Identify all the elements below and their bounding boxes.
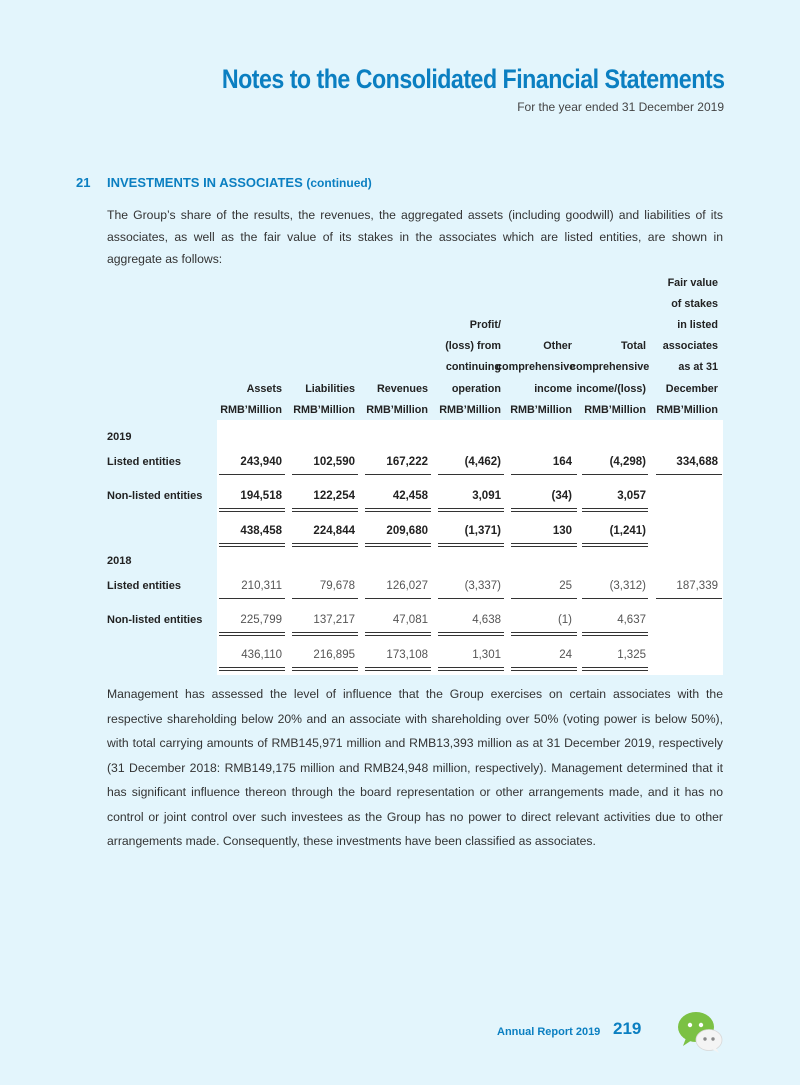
cell-underline <box>582 474 648 475</box>
cell-double-underline <box>511 632 577 636</box>
cell-underline <box>292 474 358 475</box>
table-cell: (1) <box>557 614 572 626</box>
column-header-line: in listed <box>677 318 718 331</box>
table-cell: 130 <box>552 525 572 537</box>
column-unit: RMB’Million <box>220 403 282 416</box>
column-header-line: comprehensive <box>496 361 576 374</box>
cell-double-underline <box>511 508 577 512</box>
section-title <box>107 175 372 190</box>
column-unit: RMB’Million <box>366 403 428 416</box>
section-title-text: INVESTMENTS IN ASSOCIATES <box>107 175 303 190</box>
page-number: 219 <box>613 1019 642 1038</box>
cell-double-underline <box>292 508 358 512</box>
year-label: 2018 <box>107 555 132 567</box>
table-cell: 79,678 <box>319 580 355 592</box>
row-label: Listed entities <box>107 456 181 468</box>
cell-underline <box>219 474 285 475</box>
cell-underline <box>365 598 431 599</box>
table-cell: 194,518 <box>240 490 282 502</box>
column-header <box>206 379 282 421</box>
table-cell: 216,895 <box>313 649 355 661</box>
cell-double-underline <box>365 632 431 636</box>
section-number: 21 <box>76 175 91 190</box>
cell-underline <box>438 598 504 599</box>
column-header-line: Total <box>621 340 646 353</box>
cell-double-underline <box>511 667 577 671</box>
cell-double-underline <box>438 508 504 512</box>
table-cell: (34) <box>551 490 572 502</box>
cell-double-underline <box>511 543 577 547</box>
column-header-line: (loss) from <box>445 340 501 353</box>
table-cell: 122,254 <box>313 490 355 502</box>
cell-underline <box>582 598 648 599</box>
column-header-line: Fair value <box>667 276 718 289</box>
column-header <box>279 379 355 421</box>
column-header-line: operation <box>451 382 501 395</box>
section-title-continued: (continued) <box>306 176 372 190</box>
cell-double-underline <box>438 543 504 547</box>
table-cell: 164 <box>552 456 572 468</box>
column-unit: RMB’Million <box>656 403 718 416</box>
column-unit: RMB’Million <box>584 403 646 416</box>
cell-underline <box>292 598 358 599</box>
cell-underline <box>511 598 577 599</box>
cell-underline <box>656 474 722 475</box>
table-cell: 438,458 <box>240 525 282 537</box>
cell-double-underline <box>438 632 504 636</box>
cell-double-underline <box>365 543 431 547</box>
table-cell: 25 <box>559 580 572 592</box>
table-cell: 224,844 <box>313 525 355 537</box>
table-cell: (1,241) <box>609 525 646 537</box>
table-cell: 24 <box>559 649 572 661</box>
page-subtitle: For the year ended 31 December 2019 <box>517 100 724 114</box>
table-cell: (3,312) <box>609 580 646 592</box>
cell-double-underline <box>292 632 358 636</box>
column-unit: RMB’Million <box>293 403 355 416</box>
table-cell: 102,590 <box>313 456 355 468</box>
cell-underline <box>365 474 431 475</box>
column-header-line: income <box>534 382 572 395</box>
cell-underline <box>438 474 504 475</box>
table-cell: 47,081 <box>392 614 428 626</box>
cell-double-underline <box>292 543 358 547</box>
table-cell: 137,217 <box>313 614 355 626</box>
column-header-line: Assets <box>246 382 282 395</box>
table-cell: (4,298) <box>609 456 646 468</box>
column-header-line: Liabilities <box>305 382 355 395</box>
footer-label: Annual Report 2019 <box>497 1026 601 1038</box>
year-label: 2019 <box>107 431 132 443</box>
intro-paragraph: The Group’s share of the results, the revenues, the aggregated assets (including goodwill) and liabilities of its associates, as well as the fair value of its stakes in the associates which are listed entities, are shown in aggregate as follows: <box>107 208 723 266</box>
table-cell: 4,638 <box>472 614 501 626</box>
table-cell: 1,325 <box>617 649 646 661</box>
cell-underline <box>511 474 577 475</box>
column-header <box>425 315 501 421</box>
body-paragraph: Management has assessed the level of influence that the Group exercises on certain associates with the respective shareholding below 20% and an associate with shareholding over 50% (voting power is below 50%), with total carrying amounts of RMB145,971 million and RMB13,393 million as at 31 December 2019, respectively (31 December 2018: RMB149,175 million and RMB24,948 million, respectively). Management determined that it has significant influence thereon through the board representation or other arrangements made, and it has no control or joint control over such investees as the Group has no power to direct relevant activities due to other arrangements made. Consequently, these investments have been classified as associates. <box>107 687 723 848</box>
table-cell: 167,222 <box>386 456 428 468</box>
wechat-logo-icon <box>676 1008 724 1054</box>
cell-double-underline <box>219 667 285 671</box>
page-title: Notes to the Consolidated Financial Statements <box>221 64 724 94</box>
cell-double-underline <box>219 543 285 547</box>
cell-double-underline <box>292 667 358 671</box>
row-label: Non-listed entities <box>107 490 203 502</box>
column-header-line: associates <box>662 340 718 353</box>
table-cell: 334,688 <box>676 456 718 468</box>
column-header <box>496 336 576 421</box>
table-cell: 187,339 <box>676 580 718 592</box>
row-label: Non-listed entities <box>107 614 203 626</box>
table-cell: 209,680 <box>386 525 428 537</box>
table-cell: (4,462) <box>464 456 501 468</box>
column-header <box>570 336 650 421</box>
table-cell: 210,311 <box>241 580 282 592</box>
cell-double-underline <box>582 667 648 671</box>
column-header-line: of stakes <box>671 297 718 310</box>
table-cell: (1,371) <box>464 525 501 537</box>
cell-double-underline <box>365 508 431 512</box>
cell-double-underline <box>219 632 285 636</box>
column-header-line: as at 31 <box>678 361 718 374</box>
table-cell: 225,799 <box>240 614 282 626</box>
column-header-line: income/(loss) <box>576 382 646 395</box>
cell-double-underline <box>438 667 504 671</box>
column-unit: RMB’Million <box>510 403 572 416</box>
column-unit: RMB’Million <box>439 403 501 416</box>
row-label: Listed entities <box>107 580 181 592</box>
table-cell: 436,110 <box>241 649 282 661</box>
cell-underline <box>219 598 285 599</box>
table-cell: (3,337) <box>464 580 501 592</box>
cell-double-underline <box>582 508 648 512</box>
table-cell: 173,108 <box>386 649 428 661</box>
cell-double-underline <box>219 508 285 512</box>
cell-double-underline <box>582 543 648 547</box>
column-header <box>642 273 718 421</box>
table-cell: 3,057 <box>617 490 646 502</box>
column-header-line: continuing <box>445 361 501 374</box>
table-cell: 243,940 <box>240 456 282 468</box>
column-header-line: Revenues <box>376 382 428 395</box>
table-cell: 1,301 <box>472 649 501 661</box>
cell-double-underline <box>582 632 648 636</box>
table-cell: 42,458 <box>392 490 428 502</box>
column-header <box>352 379 428 421</box>
column-header-line: Profit/ <box>469 318 501 331</box>
column-header-line: December <box>665 382 718 395</box>
cell-underline <box>656 598 722 599</box>
table-cell: 126,027 <box>386 580 428 592</box>
column-header-line: comprehensive <box>570 361 650 374</box>
cell-double-underline <box>365 667 431 671</box>
table-cell: 3,091 <box>472 490 501 502</box>
table-cell: 4,637 <box>617 614 646 626</box>
column-header-line: Other <box>543 340 572 353</box>
